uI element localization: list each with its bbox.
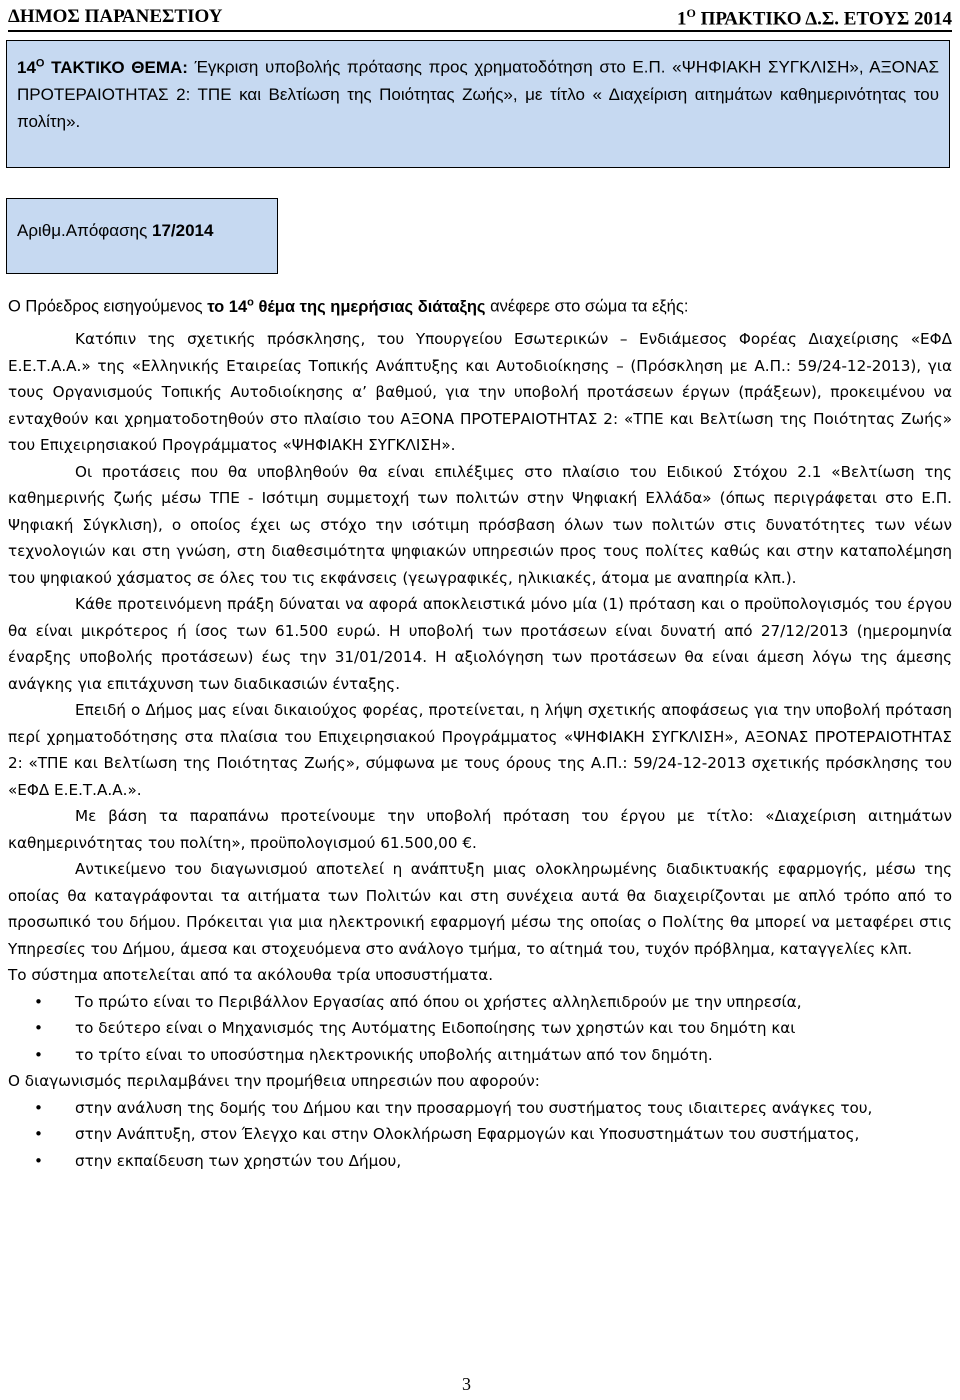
minutes-title: $1^O$ ΠΡΑΚΤΙΚΟ Δ.Σ. ΕΤΟΥΣ 2014	[677, 6, 952, 30]
header-divider	[8, 30, 952, 32]
decision-number: 17/2014	[152, 221, 214, 240]
intro-line: Ο Πρόεδρος εισηγούμενος το $14^o$ θέμα της ημερήσιας διάταξης ανέφερε στο σώμα τα εξής:	[8, 296, 689, 316]
page-number: 3	[462, 1374, 471, 1394]
paragraph: Οι προτάσεις που θα υποβληθούν θα είναι επιλέξιμες στο πλαίσιο του Ειδικού Στόχου 2.1 «Βελτίωση της καθημερινής ζωής μέσω ΤΠΕ - Ισότιμη συμμετοχή των πολιτών στην Ψηφιακή Ελλάδα» (όπως περιγράφεται στο Ε.Π. Ψηφιακή Σύγκλιση), ο οποίος έχει ως στόχο την ισότιμη πρόσβαση όλων των πολιτών στις δυνατότητες των νέων τεχνολογιών και στη γνώση, στη διαθεσιμότητα ψηφιακών υπηρεσιών προς τους πολίτες καθώς και στην καταπολέμηση του ψηφιακού χάσματος σε όλες του τις εκφάνσεις (γεωγραφικές, ηλικιακές, άτομα με αναπηρία κλπ.).	[8, 462, 952, 587]
list-item: • στην εκπαίδευση των χρηστών του Δήμου,	[8, 1148, 952, 1175]
paragraph: Αντικείμενο του διαγωνισμού αποτελεί η ανάπτυξη μιας ολοκληρωμένης διαδικτυακής εφαρμογής, μέσω της οποίας θα καταγράφονται τα αιτήματα των Πολιτών και στη συνέχεια αυτά θα διαχειρίζονται με απλό τρόπο από το προσωπικό του δήμου. Πρόκειται για μια ηλεκτρονική εφαρμογή μέσω της οποίας ο Πολίτης θα μπορεί να μεταφέρει στις Υπηρεσίες του Δήμου, άμεσα και στοχευόμενα στο ανάλογο τμήμα, το αίτημά του, τυχόν πρόβλημα, καταγγελίες κλπ.	[8, 860, 952, 958]
paragraph: Με βάση τα παραπάνω προτείνουμε την υποβολή πρόταση του έργου με τίτλο: «Διαχείριση αιτημάτων καθημερινότητας του πολίτη», προϋπολογισμού 61.500,00 €.	[8, 807, 952, 852]
bullet-icon: •	[34, 1019, 43, 1037]
paragraph: Επειδή ο Δήμος μας είναι δικαιούχος φορέας, προτείνεται, η λήψη σχετικής αποφάσεως για την υποβολή πρόταση περί χρηματοδότησης στα πλαίσια του Επιχειρησιακού Προγράμματος «ΨΗΦΙΑΚΗ ΣΥΓΚΛΙΣΗ», ΑΞΟΝΑΣ ΠΡΟΤΕΡΑΙΟΤΗΤΑΣ 2: «ΤΠΕ και Βελτίωση της Ποιότητας Ζωής», σύμφωνα με τους όρους της Α.Π.: 59/24-12-2013 σχετικής πρόσκλησης του «ΕΦΔ Ε.Ε.Τ.Α.Α.».	[8, 701, 952, 799]
subsystems-list	[8, 989, 952, 1069]
paragraph: Κατόπιν της σχετικής πρόσκλησης, του Υπουργείου Εσωτερικών – Ενδιάμεσος Φορέας Διαχείρισης «ΕΦΔ Ε.Ε.Τ.Α.Α.» της «Ελληνικής Εταιρείας Τοπικής Ανάπτυξης και Αυτοδιοίκησης – (Πρόσκληση με Α.Π.: 59/24-12-2013), για τους Οργανισμούς Τοπικής Αυτοδιοίκησης α’ βαθμού, για την υποβολή προτάσεων έργων (πράξεων), προκειμένου να ενταχθούν και χρηματοδοτηθούν στο πλαίσιο του ΑΞΟΝΑ ΠΡΟΤΕΡΑΙΟΤΗΤΑΣ 2: «ΤΠΕ και Βελτίωση της Ποιότητας Ζωής» του Επιχειρησιακού Προγράμματος «ΨΗΦΙΑΚΗ ΣΥΓΚΛΙΣΗ».	[8, 330, 952, 454]
bullet-icon: •	[34, 992, 43, 1011]
bullet-icon: •	[34, 1151, 43, 1170]
topic-label: $14^O$ ΤΑΚΤΙΚΟ ΘΕΜΑ:	[17, 57, 188, 77]
list-item: • στην ανάλυση της δομής του Δήμου και την προσαρμογή του συστήματος τους ιδιαιτερες ανάγκες του,	[8, 1095, 952, 1122]
paragraph: Ο διαγωνισμός περιλαμβάνει την προμήθεια υπηρεσιών που αφορούν:	[8, 1072, 540, 1090]
bullet-icon: •	[34, 1045, 43, 1064]
bullet-icon: •	[34, 1098, 43, 1117]
topic-text: Έγκριση υποβολής πρότασης προς χρηματοδότηση στο Ε.Π. «ΨΗΦΙΑΚΗ ΣΥΓΚΛΙΣΗ», ΑΞΟΝΑΣ ΠΡΟΤΕΡΑΙΟΤΗΤΑΣ 2: ΤΠΕ και Βελτίωση της Ποιότητας Ζωής», με τίτλο « Διαχείριση αιτημάτων καθημερινότητας του πολίτη».	[17, 57, 939, 131]
list-item: • Το πρώτο είναι το Περιβάλλον Εργασίας από όπου οι χρήστες αλληλεπιδρούν με την υπηρεσία,	[8, 989, 952, 1016]
decision-number-box	[6, 198, 278, 274]
services-list	[8, 1095, 952, 1175]
list-item: • το τρίτο είναι το υποσύστημα ηλεκτρονικής υποβολής αιτημάτων από τον δημότη.	[8, 1042, 952, 1069]
paragraph: Κάθε προτεινόμενη πράξη δύναται να αφορά αποκλειστικά μόνο μία (1) πρόταση και ο προϋπολογισμός του έργου θα είναι μικρότερος ή ίσος των 61.500 ευρώ. Η υποβολή των προτάσεων είναι δυνατή από 27/12/2013 (ημερομηνία έναρξης υποβολής προτάσεων) έως την 31/01/2014. Η αξιολόγηση των προτάσεων θα είναι άμεση λόγω της άμεσης ανάγκης για επιτάχυνση των διαδικασιών ένταξης.	[8, 595, 952, 693]
paragraph: Το σύστημα αποτελείται από τα ακόλουθα τρία υποσυστήματα.	[8, 966, 494, 984]
list-item: • στην Ανάπτυξη, στον Έλεγχο και στην Ολοκλήρωση Εφαρμογών και Υποσυστημάτων του συστήματος,	[8, 1121, 952, 1148]
municipality-name: ΔΗΜΟΣ ΠΑΡΑΝΕΣΤΙΟΥ	[8, 6, 223, 27]
bullet-icon: •	[34, 1125, 43, 1143]
document-body	[8, 326, 952, 1174]
decision-prefix: Αριθμ.Απόφασης	[17, 221, 152, 240]
list-item: • το δεύτερο είναι ο Μηχανισμός της Αυτόματης Ειδοποίησης των χρηστών και του δημότη και	[8, 1015, 952, 1042]
page-header	[8, 4, 952, 30]
topic-box	[6, 40, 950, 168]
